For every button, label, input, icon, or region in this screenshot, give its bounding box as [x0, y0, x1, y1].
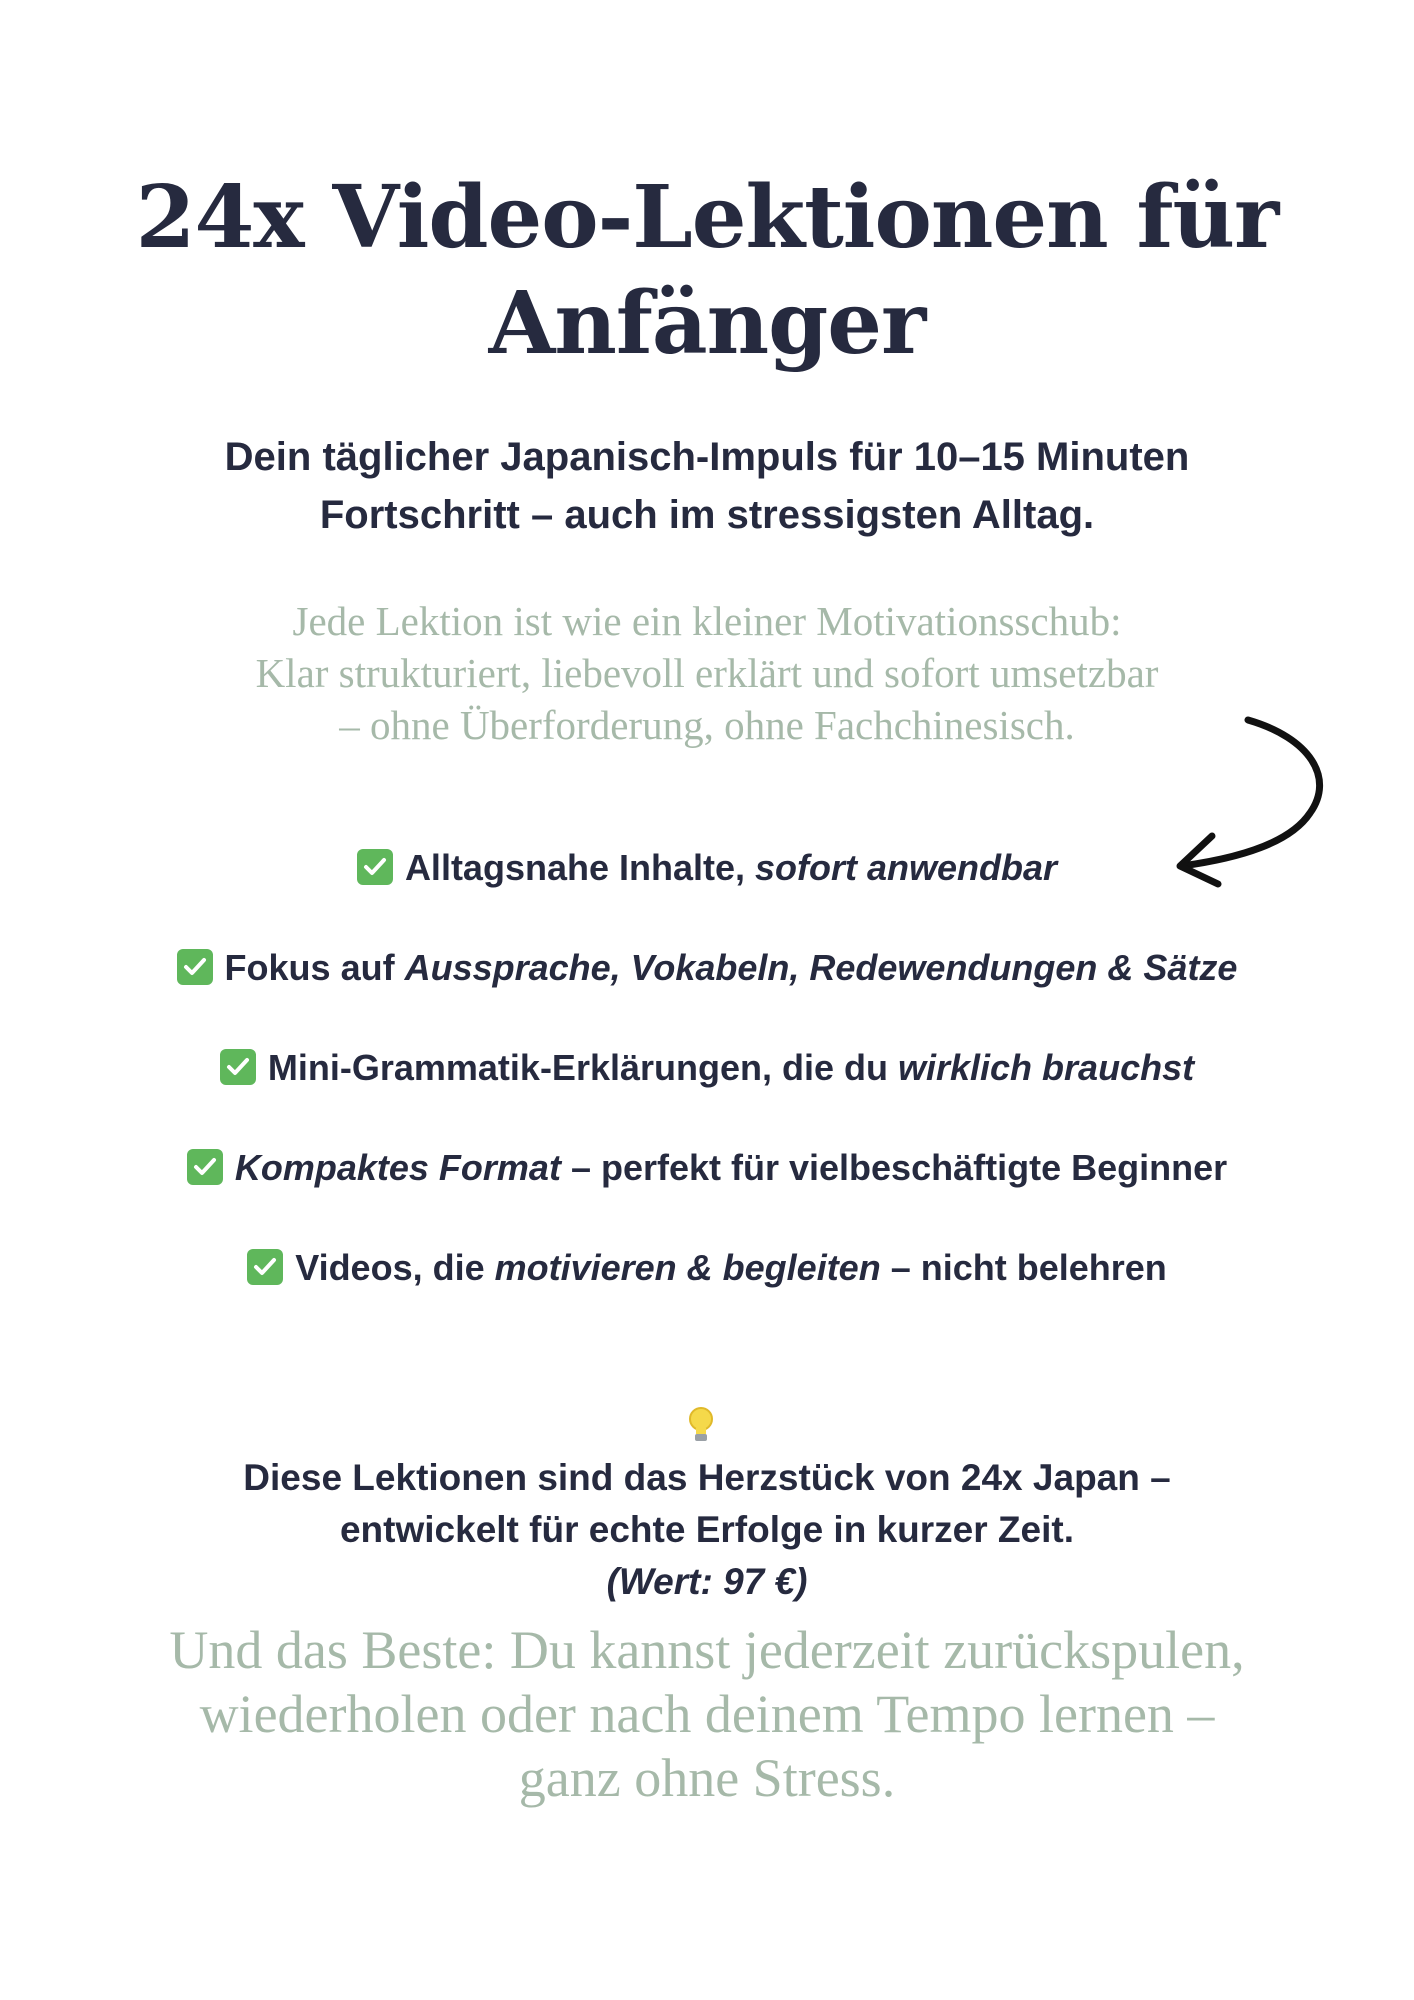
subtitle-line-1: Dein täglicher Japanisch-Impuls für 10–15 Minuten: [224, 435, 1190, 479]
feature-emphasis: wirklich brauchst: [898, 1047, 1195, 1088]
title-line-2: Anfänger: [488, 273, 926, 374]
intro-line-3: – ohne Überforderung, ohne Fachchinesisch.: [339, 702, 1075, 748]
subtitle: [0, 428, 1414, 544]
feature-text: Alltagsnahe Inhalte,: [404, 847, 756, 888]
feature-item: [0, 1144, 1414, 1244]
check-mark-button-icon: [220, 1049, 256, 1085]
note-line-1-wrap: [0, 1400, 1414, 1504]
check-mark-button-icon: [187, 1149, 223, 1185]
check-mark-button-icon: [177, 949, 213, 985]
check-mark-button-icon: [357, 849, 393, 885]
feature-item: [0, 1044, 1414, 1144]
feature-text: Videos, die: [295, 1247, 495, 1288]
feature-text: Fokus auf: [224, 947, 405, 988]
closing-line-2: wiederholen oder nach deinem Tempo lernen –: [199, 1684, 1215, 1744]
note-line-1: Diese Lektionen sind das Herzstück von 24x Japan –: [243, 1457, 1171, 1498]
feature-item: [0, 844, 1414, 944]
closing-line-3: ganz ohne Stress.: [518, 1748, 896, 1808]
feature-emphasis: Kompaktes Format: [234, 1147, 561, 1188]
feature-emphasis: motivieren & begleiten: [494, 1247, 881, 1288]
feature-text-end: – perfekt für vielbeschäftigte Beginner: [560, 1147, 1228, 1188]
closing-line-1: Und das Beste: Du kannst jederzeit zurückspulen,: [169, 1620, 1245, 1680]
feature-emphasis: Aussprache, Vokabeln, Redewendungen & Sätze: [404, 947, 1238, 988]
check-mark-button-icon: [247, 1249, 283, 1285]
feature-list: [0, 844, 1414, 1344]
closing-text: [0, 1618, 1414, 1810]
feature-item: [0, 944, 1414, 1044]
intro-line-1: Jede Lektion ist wie ein kleiner Motivationsschub:: [292, 598, 1122, 644]
highlight-note: [0, 1400, 1414, 1608]
feature-item: [0, 1244, 1414, 1344]
feature-text-end: – nicht belehren: [880, 1247, 1167, 1288]
subtitle-line-2: Fortschritt – auch im stressigsten Alltag.: [319, 493, 1095, 537]
light-bulb-icon: [686, 1406, 716, 1444]
feature-emphasis: sofort anwendbar: [755, 847, 1058, 888]
note-line-2: entwickelt für echte Erfolge in kurzer Zeit.: [339, 1509, 1074, 1550]
note-value: (Wert: 97 €): [606, 1561, 808, 1602]
intro-line-2: Klar strukturiert, liebevoll erklärt und sofort umsetzbar: [255, 650, 1159, 696]
title-line-1: 24x Video-Lektionen für: [135, 167, 1279, 268]
page-title: [0, 165, 1414, 377]
feature-text: Mini-Grammatik-Erklärungen, die du: [267, 1047, 898, 1088]
